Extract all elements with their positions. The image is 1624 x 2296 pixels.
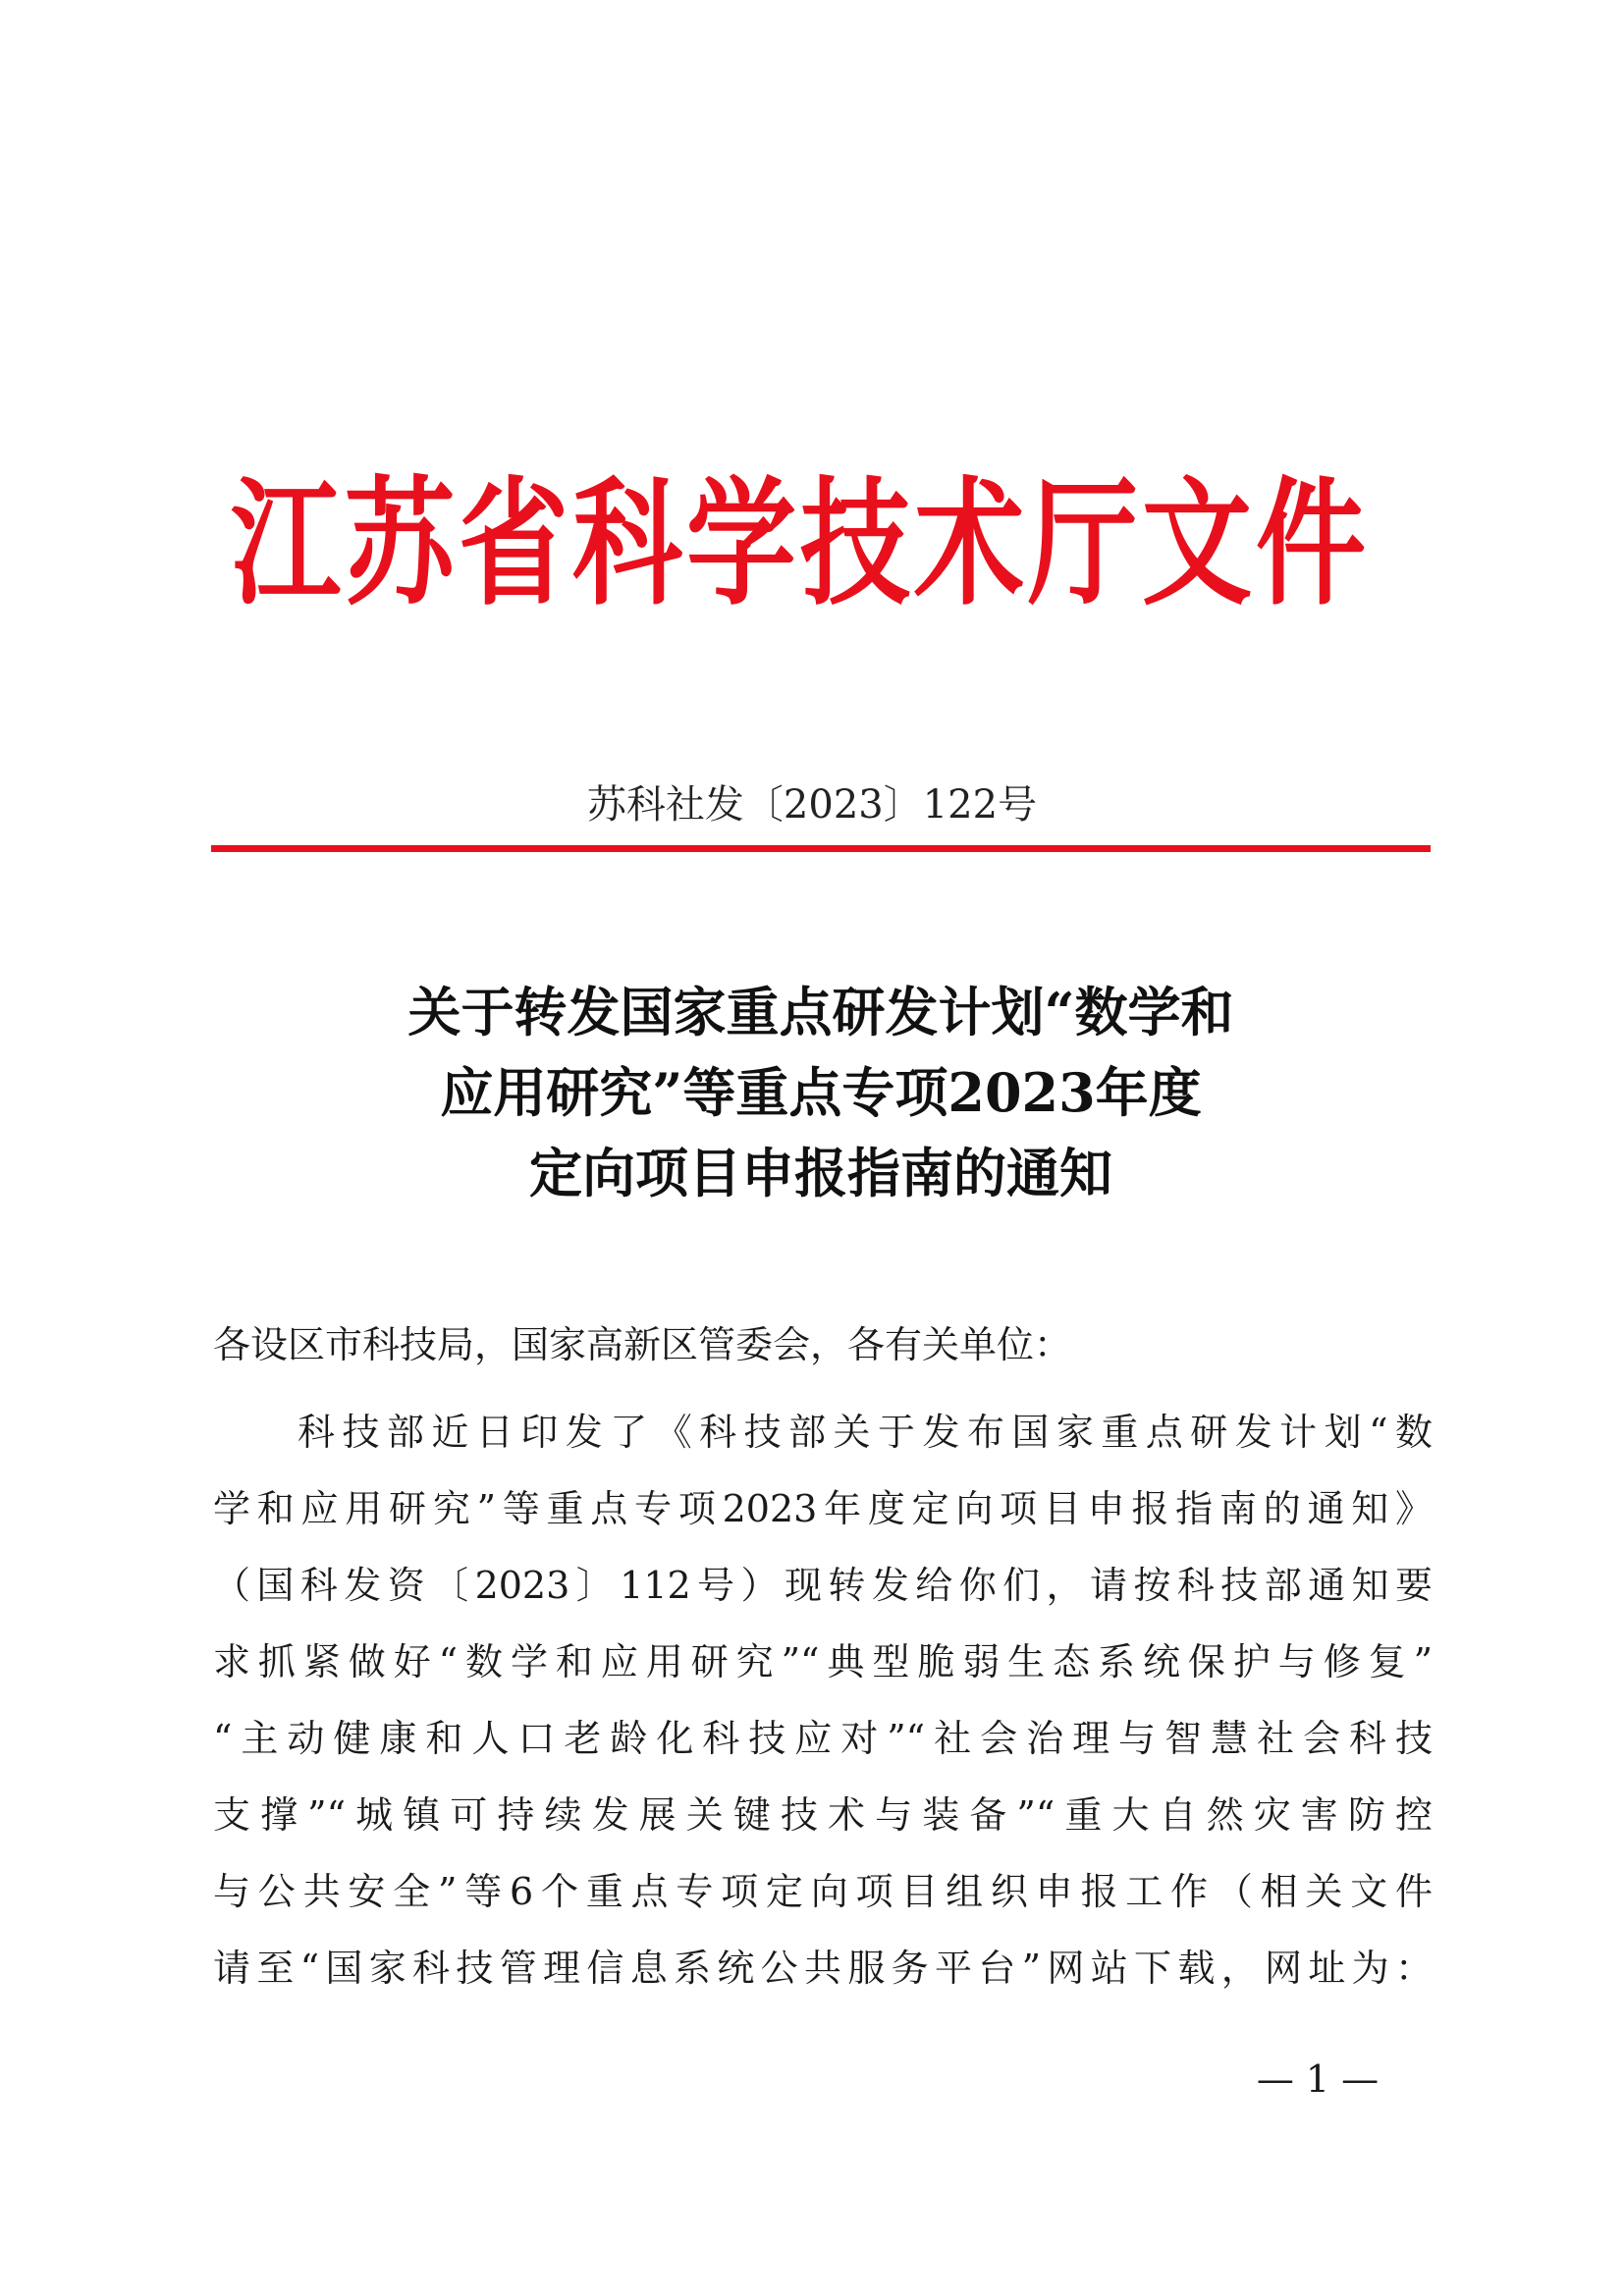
body-line-6: 支撑”“城镇可持续发展关键技术与装备”“重大自然灾害防控	[213, 1793, 1433, 1837]
masthead-title: 江苏省科学技术厅文件	[231, 464, 1370, 625]
body-line-4: 求抓紧做好“数学和应用研究”“典型脆弱生态系统保护与修复”	[213, 1640, 1433, 1683]
salutation: 各设区市科技局，国家高新区管委会，各有关单位：	[213, 1323, 1072, 1366]
body-line-3: （国科发资〔2023〕112号）现转发给你们，请按科技部通知要	[213, 1564, 1433, 1607]
body-line-1: 科技部近日印发了《科技部关于发布国家重点研发计划“数	[298, 1411, 1433, 1454]
notice-title-line-2: 应用研究”等重点专项2023年度	[440, 1061, 1202, 1124]
body-line-8: 请至“国家科技管理信息系统公共服务平台”网站下载，网址为：	[213, 1947, 1433, 1990]
notice-title	[211, 972, 1431, 1213]
page-number: — 1 —	[1256, 2057, 1380, 2101]
body-line-5: “主动健康和人口老龄化科技应对”“社会治理与智慧社会科技	[213, 1717, 1433, 1760]
body-line-7: 与公共安全”等6个重点专项定向项目组织申报工作（相关文件	[213, 1870, 1433, 1913]
red-divider-rule	[211, 845, 1431, 852]
notice-title-line-1: 关于转发国家重点研发计划“数学和	[407, 981, 1234, 1043]
body-line-2: 学和应用研究”等重点专项2023年度定向项目申报指南的通知》	[213, 1487, 1433, 1530]
document-number: 苏科社发〔2023〕122号	[586, 782, 1038, 828]
notice-title-line-3: 定向项目申报指南的通知	[529, 1142, 1112, 1204]
body-paragraph	[213, 1394, 1433, 2006]
